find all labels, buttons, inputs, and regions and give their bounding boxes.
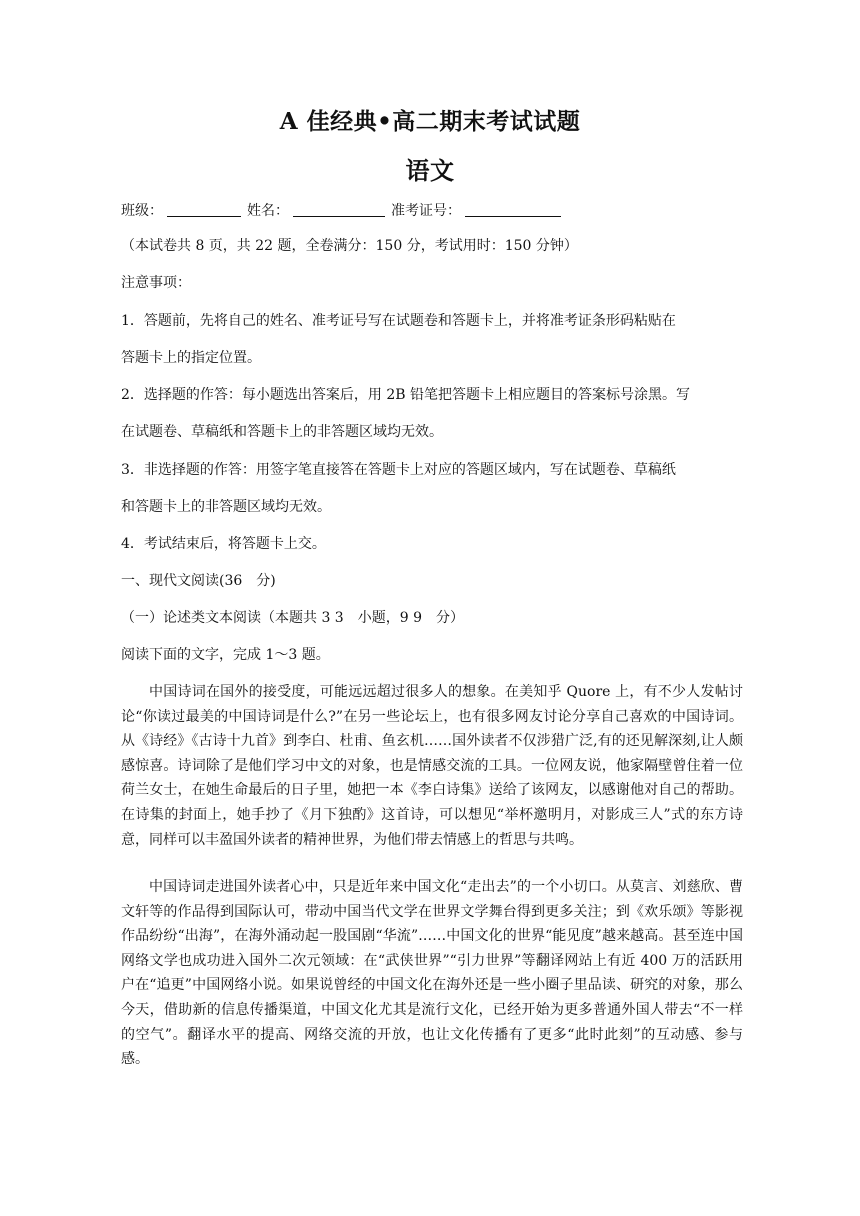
notice-item-1: 1．答题前，先将自己的姓名、准考证号写在试题卷和答题卡上，并将准考证条形码粘贴在: [121, 313, 676, 329]
notice-item-2-cont: 在试题卷、草稿纸和答题卡上的非答题区域均无效。: [121, 424, 443, 440]
notice-item-4: 4．考试结束后，将答题卡上交。: [121, 536, 326, 552]
id-label: 准考证号：: [391, 203, 461, 219]
class-label: 班级：: [121, 203, 163, 219]
subject-title: 语文: [405, 156, 455, 185]
name-field[interactable]: [293, 202, 385, 217]
passage-paragraph-2: 中国诗词走进国外读者心中，只是近年来中国文化“走出去”的一个小切口。从莫言、刘慈欣、曹文轩等的作品得到国际认可，带动中国当代文学在世界文学舞台得到更多关注；到《欢乐颂》等影视作品纷纷“出海”，在海外涌动起一股国剧“华流”……中国文化的世界“能见度”越来越高。甚至连中国网络文学也成功进入国外二次元领域：在“武侠世界”“引力世界”等翻译网站上有近 400 万的活跃用户在“追更”中国网络小说。如果说曾经的中国文化在海外还是一些小圈子里品读、研究的对象，那么今天，借助新的信息传播渠道，中国文化尤其是流行文化，已经开始为更多普通外国人带去“不一样的空气”。翻译水平的提高、网络交流的开放，也让文化传播有了更多“此时此刻”的互动感、参与感。: [121, 879, 743, 1068]
class-field[interactable]: [167, 202, 241, 217]
candidate-info-row: [121, 201, 741, 221]
notice-item-3: 3．非选择题的作答：用签字笔直接答在答题卡上对应的答题区域内，写在试题卷、草稿纸: [121, 462, 676, 478]
exam-title: A 佳经典•高二期末考试试题: [279, 108, 581, 135]
exam-note: （本试卷共 8 页，共 22 题，全卷满分：150 分，考试用时：150 分钟）: [121, 238, 578, 254]
reading-instruction: 阅读下面的文字，完成 1～3 题。: [121, 647, 330, 663]
notice-item-2: 2．选择题的作答：每小题选出答案后，用 2B 铅笔把答题卡上相应题目的答案标号涂黑。写: [121, 387, 691, 403]
name-label: 姓名：: [247, 203, 289, 219]
notice-heading: 注意事项：: [121, 275, 191, 291]
passage-paragraph-1: 中国诗词在国外的接受度，可能远远超过很多人的想象。在美知乎 Quore 上，有不少人发帖讨论“你读过最美的中国诗词是什么?”在另一些论坛上，也有很多网友讨论分享自己喜欢的中国诗词。从《诗经》《古诗十九首》到李白、杜甫、鱼玄机……国外读者不仅涉猎广泛,有的还见解深刻,让人颇感惊喜。诗词除了是他们学习中文的对象，也是情感交流的工具。一位网友说，他家隔壁曾住着一位荷兰女士，在她生命最后的日子里，她把一本《李白诗集》送给了该网友，以感谢他对自己的帮助。在诗集的封面上，她手抄了《月下独酌》这首诗，可以想见“举杯邀明月，对影成三人”式的东方诗意，同样可以丰盈国外读者的精神世界，为他们带去情感上的哲思与共鸣。: [121, 684, 743, 848]
subsection-heading: （一）论述类文本阅读（本题共 3 3 小题，9 9 分）: [121, 610, 464, 626]
notice-item-1-cont: 答题卡上的指定位置。: [121, 350, 261, 366]
notice-item-3-cont: 和答题卡上的非答题区域均无效。: [121, 499, 331, 515]
id-field[interactable]: [465, 202, 561, 217]
section-heading: 一、现代文阅读(36 分): [121, 573, 276, 589]
